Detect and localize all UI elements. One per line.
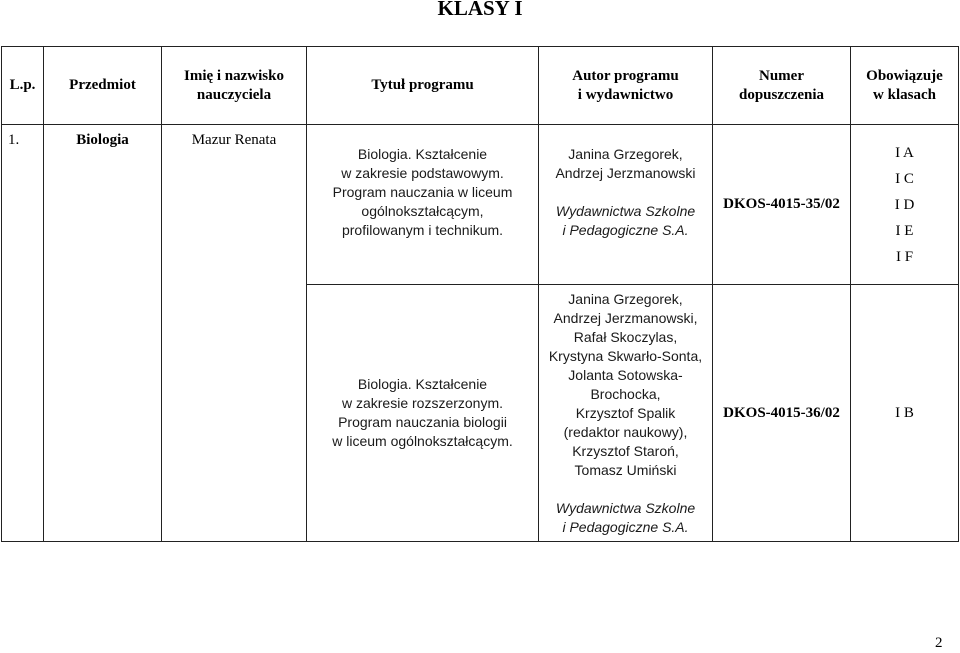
header-lp: L.p. <box>2 47 44 125</box>
cell-classes <box>851 125 959 285</box>
cell-number: DKOS-4015-35/02 <box>713 125 851 285</box>
text-line: I C <box>895 170 914 187</box>
table-header-row <box>2 47 959 125</box>
text-line: Andrzej Jerzmanowski, <box>553 309 698 326</box>
text-line: Krystyna Skwarło-Sonta, <box>548 347 703 364</box>
text-line: I E <box>895 222 914 239</box>
text-line: Program nauczania w liceum <box>332 184 513 200</box>
header-classes: Obowiązuje w klasach <box>851 47 959 125</box>
header-teacher: Imię i nazwisko nauczyciela <box>162 47 307 125</box>
text-line: w liceum ogólnokształcącym. <box>332 433 513 449</box>
text-line: Wydawnictwa Szkolne <box>555 499 696 516</box>
header-number: Numer dopuszczenia <box>713 47 851 125</box>
cell-classes <box>851 285 959 542</box>
header-program: Tytuł programu <box>307 47 539 125</box>
cell-subject: Biologia <box>44 125 162 542</box>
text-line: Wydawnictwa Szkolne <box>555 203 696 219</box>
cell-teacher: Mazur Renata <box>162 125 307 542</box>
text-line: Biologia. Kształcenie <box>357 146 488 162</box>
text-line: Krzysztof Staroń, <box>572 442 679 459</box>
text-line: I D <box>894 196 915 213</box>
cell-lp: 1. <box>2 125 44 542</box>
text-line: Program nauczania biologii <box>338 414 507 430</box>
program-table <box>1 46 959 542</box>
text-line: w zakresie podstawowym. <box>341 165 504 181</box>
text-line: I A <box>895 144 914 161</box>
cell-author <box>539 125 713 285</box>
text-line: profilowanym i technikum. <box>341 222 504 238</box>
text-line: Biologia. Kształcenie <box>357 376 488 392</box>
text-line: (redaktor naukowy), <box>563 423 688 440</box>
text-line: Krzysztof Spalik <box>575 404 676 421</box>
text-line: w zakresie rozszerzonym. <box>341 395 504 411</box>
header-subject: Przedmiot <box>44 47 162 125</box>
text-line: Brochocka, <box>590 385 661 402</box>
header-author: Autor programu i wydawnictwo <box>539 47 713 125</box>
text-line: Tomasz Umiński <box>574 461 677 478</box>
text-line: i Pedagogiczne S.A. <box>562 222 689 238</box>
cell-program <box>307 285 539 542</box>
text-line: Rafał Skoczylas, <box>573 328 678 345</box>
text-line: Janina Grzegorek, <box>568 146 683 162</box>
page-number: 2 <box>935 635 943 651</box>
text-line: i Pedagogiczne S.A. <box>562 518 689 535</box>
page-title: KLASY I <box>437 0 523 20</box>
cell-program <box>307 125 539 285</box>
text-line: Janina Grzegorek, <box>568 290 683 307</box>
cell-author <box>539 285 713 542</box>
text-line: Jolanta Sotowska- <box>568 366 683 383</box>
table-row <box>2 125 959 285</box>
text-line: ogólnokształcącym, <box>361 203 484 219</box>
text-line: Andrzej Jerzmanowski <box>555 165 696 181</box>
text-line: I B <box>895 405 914 421</box>
cell-number: DKOS-4015-36/02 <box>713 285 851 542</box>
text-line: I F <box>895 248 914 265</box>
